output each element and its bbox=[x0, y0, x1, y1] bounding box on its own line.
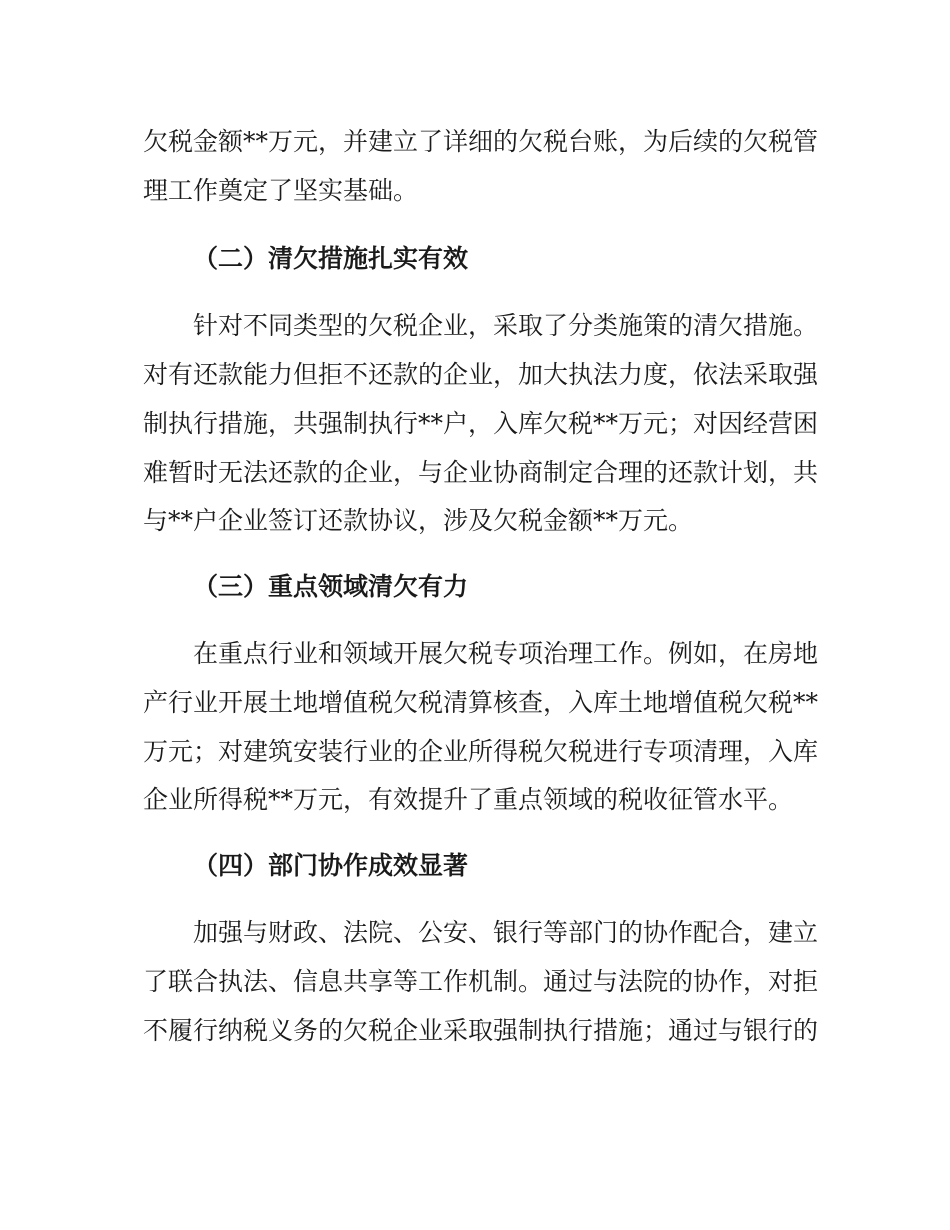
section-heading: （三）重点领域清欠有力 bbox=[193, 572, 469, 601]
paragraph-line: 欠税金额**万元，并建立了详细的欠税台账，为后续的欠税管 bbox=[143, 127, 819, 156]
paragraph-line: 针对不同类型的欠税企业，采取了分类施策的清欠措施。 bbox=[193, 311, 819, 340]
paragraph-line: 制执行措施，共强制执行**户，入库欠税**万元；对因经营困 bbox=[143, 409, 819, 438]
paragraph-line: 难暂时无法还款的企业，与企业协商制定合理的还款计划，共 bbox=[143, 458, 819, 487]
paragraph-line: 了联合执法、信息共享等工作机制。通过与法院的协作，对拒 bbox=[143, 967, 819, 996]
paragraph-line: 加强与财政、法院、公安、银行等部门的协作配合，建立 bbox=[193, 918, 819, 947]
paragraph-line: 产行业开展土地增值税欠税清算核查，入库土地增值税欠税** bbox=[143, 688, 819, 717]
paragraph-line: 理工作奠定了坚实基础。 bbox=[143, 176, 419, 205]
section-heading: （四）部门协作成效显著 bbox=[193, 851, 469, 880]
paragraph-line: 在重点行业和领域开展欠税专项治理工作。例如，在房地 bbox=[193, 639, 819, 668]
paragraph-line: 不履行纳税义务的欠税企业采取强制执行措施；通过与银行的 bbox=[143, 1016, 819, 1045]
paragraph-line: 企业所得税**万元，有效提升了重点领域的税收征管水平。 bbox=[143, 785, 794, 814]
paragraph-line: 对有还款能力但拒不还款的企业，加大执法力度，依法采取强 bbox=[143, 360, 819, 389]
paragraph-line: 万元；对建筑安装行业的企业所得税欠税进行专项清理，入库 bbox=[143, 737, 819, 766]
paragraph-line: 与**户企业签订还款协议，涉及欠税金额**万元。 bbox=[143, 506, 694, 535]
section-heading: （二）清欠措施扎实有效 bbox=[193, 244, 469, 273]
